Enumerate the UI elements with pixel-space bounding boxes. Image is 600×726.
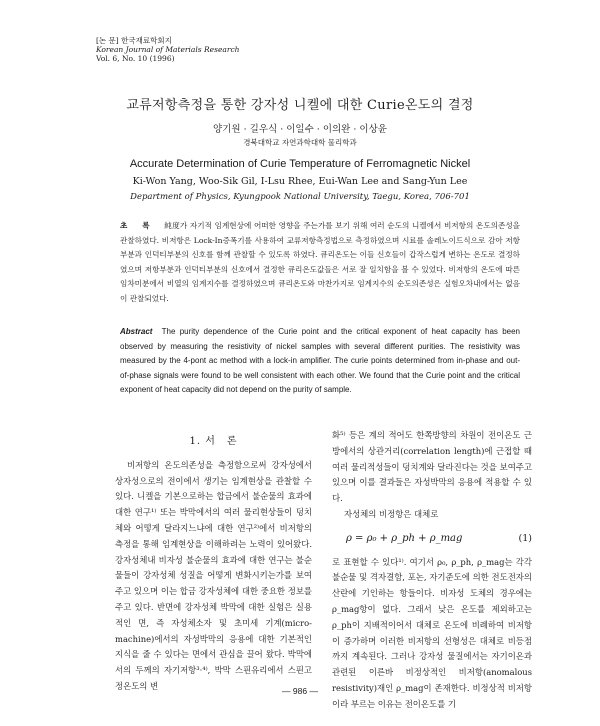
english-abstract-text: The purity dependence of the Curie point and the critical exponent of heat capacity has been observed by measuring the resistivity of nickel samples with several different purities. The resistivity was measured by the 4-pont ac method with a lock-in amplifier. The curie points determined from in-phase and out-of-phase signals were found to be well consistent with each other. We found that the Curie point and the critical exponent of heat capacity did not depend on the purity of sample. <box>120 327 521 395</box>
english-affiliation: Department of Physics, Kyungpook National University, Taegu, Korea, 706-701 <box>130 192 470 202</box>
journal-header <box>96 36 239 63</box>
intro-paragraph-2: 화⁵⁾ 등은 계의 적어도 한쪽방향의 차원이 전이온도 근방에서의 상관거리(correlation length)에 근접할 때 여러 물리적성들이 덩치계와 달라진다는 것을 보여주고 있으며 이를 결과들은 자성박막의 응용에 적용할 수 있다. <box>332 430 532 504</box>
english-authors: Ki-Won Yang, Woo-Sik Gil, I-Lsu Rhee, Eui-Wan Lee and Sang-Yun Lee <box>132 176 468 187</box>
right-column <box>332 428 532 713</box>
korean-abstract <box>120 219 520 306</box>
equation-number: (1) <box>518 532 532 544</box>
korean-abstract-text: 純度가 자기적 임계현상에 어떠한 영향을 주는가를 보기 위해 여러 순도의 니켈에서 비저항의 온도의존성을 관찰하였다. 비저항은 Lock-In증폭기를 사용하여 교류저항측정법으로 측정하였으며 시료를 솔레노이드식으로 감아 저항부분과 인덕티부분의 신호를 함께 관찰할 수 있도록 하였다. 큐리온도는 이들 신호들이 갑작스럽게 변하는 온도로 결정하였으며 저항부분과 인덕티부분의 신호에서 결정한 큐리온도값들은 서로 잘 일치함을 볼 수 있었다. 비저항의 온도에 따른 임차미분에서 비열의 임계지수를 결정하였으며 큐리온도와 마찬가지로 임계지수의 순도의존성은 실험오차내에서는 없음이 관찰되었다. <box>120 221 520 303</box>
english-title: Accurate Determination of Curie Temperature of Ferromagnetic Nickel <box>129 158 471 170</box>
left-column <box>115 432 312 695</box>
equation-1 <box>332 531 532 547</box>
korean-authors: 양기원 · 길우식 · 이일수 · 이의완 · 이상윤 <box>213 124 387 135</box>
journal-volume: Vol. 6, No. 10 (1996) <box>96 54 175 63</box>
page-number: — 986 — <box>282 686 318 696</box>
intro-paragraph-1: 비저항의 온도의존성을 측정함으로써 강자성에서 상자성으로의 전이에서 생기는 임계현상을 관찰할 수 있다. 니켈을 기본으로하는 합금에서 불순물의 효과에 대한 연구¹⁾ 또는 박막에서의 여러 물리현상들이 덩치체와 어떻게 달라지느냐에 대한 연구²⁾에서 비저항의 측정을 통해 임계현상을 이해하려는 노력이 있어왔다. 강자성체내 비자성 불순물의 효과에 대한 연구는 불순물들이 강자성체 성질을 어떻게 변화시키는가를 보여주고 있으며 이는 합금 강자성체에 대한 중요한 정보를 주고 있다. 반면에 강자성체 박막에 대한 실험은 실용적인 면, 즉 자성체소자 및 초미세 기계(micro-machine)에서의 자성박막의 응용에 대한 기본적인 지식을 줄 수 있다는 면에서 관심을 끌어 왔다. 박막에서의 두께의 자기저항³·⁴⁾, 박막 스핀유리에서 스핀고정온도의 변 <box>115 459 312 691</box>
section-heading-introduction: 1. 서 론 <box>189 436 238 447</box>
intro-paragraph-3: 자성체의 비정항은 대체로 <box>344 508 439 519</box>
intro-paragraph-4: 로 표현할 수 있다¹⁾. 여기서 ρ₀, ρ_ph, ρ_mag는 각각 불순물 및 격자결함, 포논, 자기준도에 의한 전도전자의 산란에 기인하는 항들이다. 비자성 도체의 경우에는 ρ_mag항이 없다. 그래서 낮은 온도를 제외하고는 ρ_ph이 지배적이어서 대체로 온도에 비례하여 비저항이 증가하며 이러한 비저항의 선형성은 대체로 비등점까지 계속된다. 그러나 강자성 물질에서는 자기이온과 관련된 이른바 비정상적인 비저항(anomalous resistivity)재인 ρ_mag이 존재한다. 비정상적 비저항이라 부르는 이유는 전이온도를 기 <box>332 556 532 709</box>
english-abstract <box>120 325 520 398</box>
journal-name-en: Korean Journal of Materials Research <box>96 45 240 54</box>
equation-body: ρ = ρ₀ + ρ_ph + ρ_mag <box>346 532 463 544</box>
english-abstract-label: Abstract <box>120 327 153 336</box>
korean-abstract-label: 초 록 <box>120 221 156 230</box>
korean-affiliation: 경북대학교 자연과학대학 물리학과 <box>243 138 357 147</box>
journal-name-ko: [논 문] 한국재료학회지 <box>96 36 172 45</box>
korean-title: 교류저항측정을 통한 강자성 니켈에 대한 Curie온도의 결정 <box>126 98 474 113</box>
